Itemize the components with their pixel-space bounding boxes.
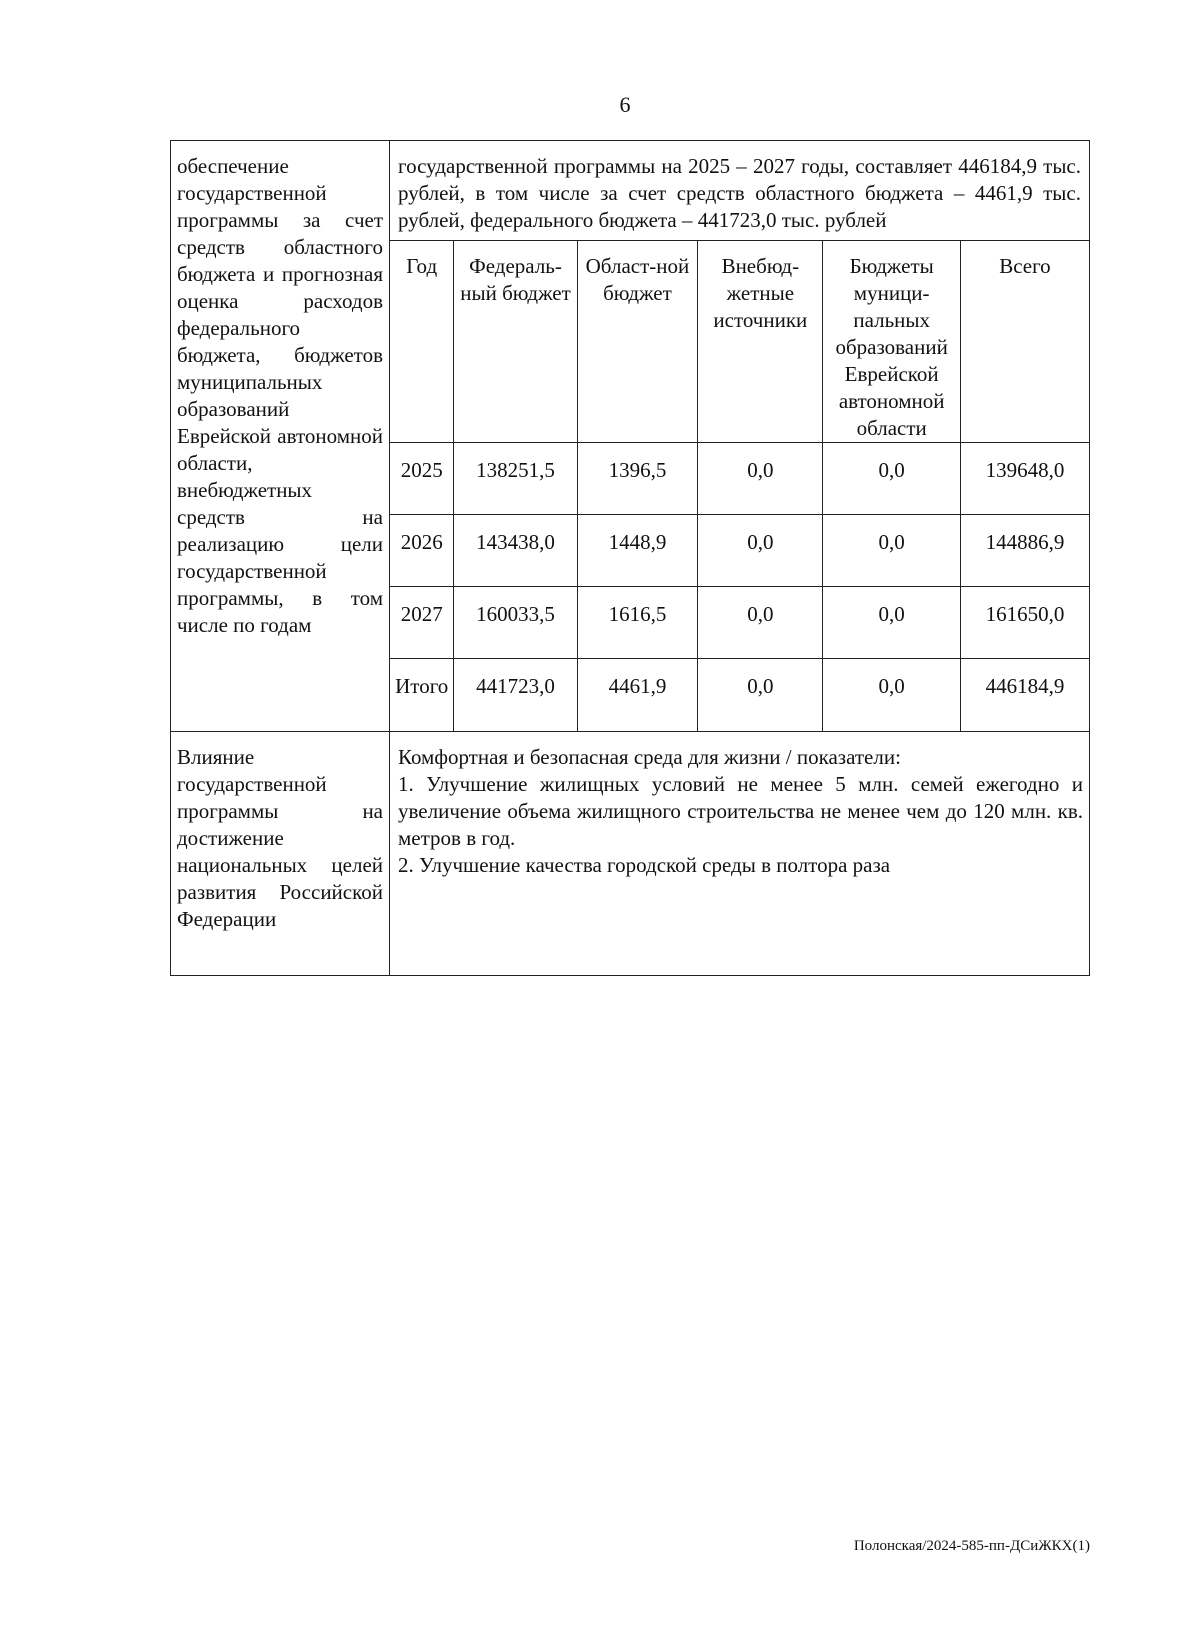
cell-total: 144886,9 <box>960 515 1089 587</box>
cell-extrabudgetary: 0,0 <box>698 515 823 587</box>
finance-header-row <box>390 241 1089 443</box>
document-code: Полонская/2024-585-пп-ДСиЖКХ(1) <box>853 1538 1090 1554</box>
cell-municipal: 0,0 <box>823 443 960 515</box>
program-passport-table <box>170 140 1090 976</box>
cell-municipal: 0,0 <box>823 587 960 659</box>
table-row <box>390 443 1089 515</box>
impact-line: Комфортная и безопасная среда для жизни / показатели: <box>398 744 901 769</box>
header-extrabudgetary: Внебюд-жетные источники <box>698 241 823 443</box>
table-row <box>390 587 1089 659</box>
impact-label: Влияние государственной программы на достижение национальных целей развития Российской Федерации <box>171 731 390 975</box>
impact-line: 2. Улучшение качества городской среды в полтора раза <box>398 852 891 877</box>
header-year: Год <box>390 241 454 443</box>
impact-line: 1. Улучшение жилищных условий не менее 5 млн. семей ежегодно и увеличение объема жилищного строительства не менее чем до 120 млн. кв. метров в год. <box>398 771 1083 850</box>
funding-content <box>390 141 1090 732</box>
header-federal: Федераль-ный бюджет <box>454 241 577 443</box>
cell-total: 161650,0 <box>960 587 1089 659</box>
cell-regional: 1448,9 <box>577 515 698 587</box>
table-row <box>390 515 1089 587</box>
cell-total: 446184,9 <box>960 659 1089 731</box>
cell-total: 139648,0 <box>960 443 1089 515</box>
cell-federal: 441723,0 <box>454 659 577 731</box>
cell-municipal: 0,0 <box>823 659 960 731</box>
page-number: 6 <box>619 92 631 117</box>
cell-regional: 1396,5 <box>577 443 698 515</box>
cell-regional: 4461,9 <box>577 659 698 731</box>
funding-row <box>171 141 1090 732</box>
cell-year: 2026 <box>390 515 454 587</box>
cell-federal: 138251,5 <box>454 443 577 515</box>
header-total: Всего <box>960 241 1089 443</box>
impact-text <box>390 732 1089 975</box>
cell-year: 2025 <box>390 443 454 515</box>
cell-extrabudgetary: 0,0 <box>698 587 823 659</box>
header-municipal: Бюджеты муници-пальных образований Еврейской автономной области <box>823 241 960 443</box>
cell-federal: 143438,0 <box>454 515 577 587</box>
cell-extrabudgetary: 0,0 <box>698 443 823 515</box>
impact-spacer <box>398 879 1083 965</box>
cell-extrabudgetary: 0,0 <box>698 659 823 731</box>
cell-regional: 1616,5 <box>577 587 698 659</box>
funding-intro-text: государственной программы на 2025 – 2027 годы, составляет 446184,9 тыс. рублей, в том числе за счет средств областного бюджета – 4461,9 тыс. рублей, федерального бюджета – 441723,0 тыс. рублей <box>390 141 1089 241</box>
table-row-total <box>390 659 1089 731</box>
header-regional: Област-ной бюджет <box>577 241 698 443</box>
cell-year: 2027 <box>390 587 454 659</box>
impact-content <box>390 731 1090 975</box>
cell-federal: 160033,5 <box>454 587 577 659</box>
cell-municipal: 0,0 <box>823 515 960 587</box>
funding-label: обеспечение государственной программы за счет средств областного бюджета и прогнозная оценка расходов федерального бюджета, бюджетов муниципальных образований Еврейской автономной области, внебюджетных средств на реализацию цели государственной программы, в том числе по годам <box>171 141 390 732</box>
finance-table <box>390 241 1089 731</box>
impact-row <box>171 731 1090 975</box>
cell-year: Итого <box>390 659 454 731</box>
